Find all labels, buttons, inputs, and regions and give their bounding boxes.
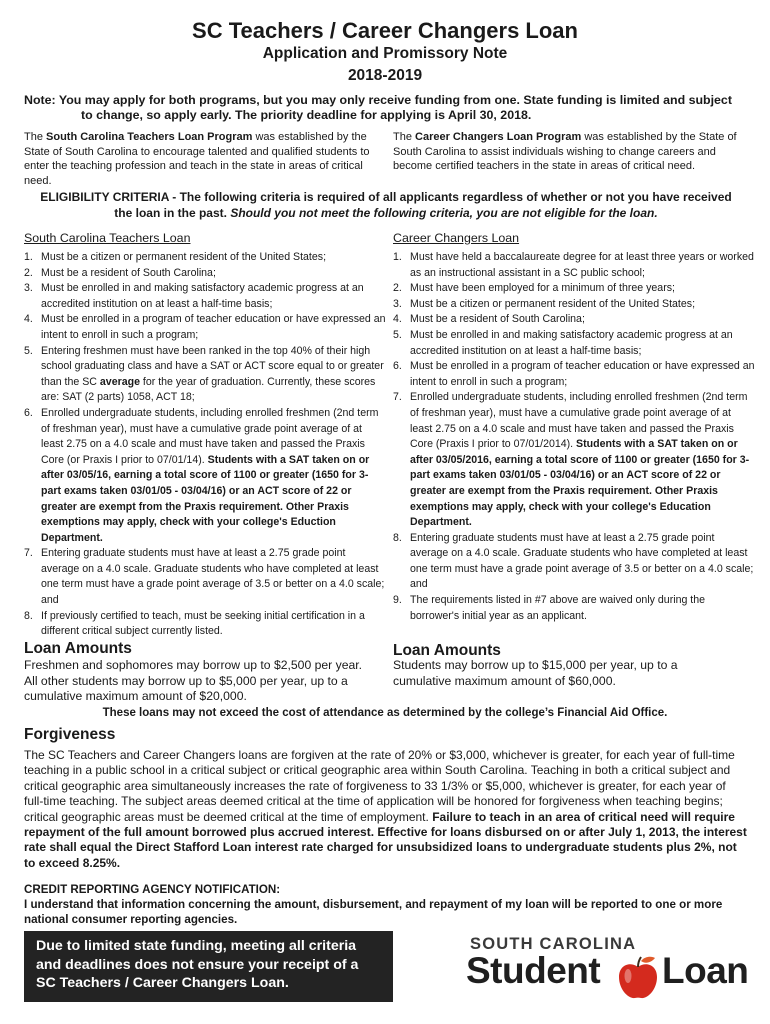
- list-item: 7. Enrolled undergraduate students, including enrolled freshmen (2nd term of freshman year), must have a cumulative grade point average of at least 2.75 on a 4.0 scale and must have taken and passed the Praxis Core (Praxis I prior to 07/01/2014). Students with a SAT taken on or after 03/05/2016, earning a total score of 1100 or greater (1650 for 3-part exams taken 03/01/05 - 03/04/16) or an ACT score of 22 or greater are exempt from the Praxis requirement. Other Praxis exemptions may apply, check with your college's Education Department.: [393, 391, 750, 529]
- list-item: 8. If previously certified to teach, must be seeking initial certification in a different critical subject currently listed.: [24, 609, 365, 638]
- sc-loan-amounts-text: Freshmen and sophomores may borrow up to $2,500 per year. All other students may borrow up to $5,000 per year, up to a cumulative maximum amount of $20,000.: [24, 658, 363, 703]
- logo-state: SOUTH CAROLINA: [470, 935, 637, 953]
- intro-career-changers: The Career Changers Loan Program was established by the State of South Carolina to assist individuals wishing to change careers and become certified teachers in the state in areas of critical need.: [393, 131, 737, 172]
- credit-heading: CREDIT REPORTING AGENCY NOTIFICATION:: [24, 883, 281, 896]
- list-item: 5. Must be enrolled in and making satisfactory academic progress at an accredited institution on at least a half-time basis;: [393, 328, 733, 357]
- program-name: South Carolina Teachers Loan Program: [46, 131, 253, 143]
- logo-student: Student: [466, 950, 601, 991]
- list-item: 7. Entering graduate students must have at least a 2.75 grade point average on a 4.0 scale. Graduate students who have completed at least one term must have a grade point average of 3.5 or better on a 4.0 scale; and: [24, 547, 385, 607]
- sc-loan-heading: South Carolina Teachers Loan: [24, 231, 191, 245]
- forgiveness-text: The SC Teachers and Career Changers loans are forgiven at the rate of 20% or $3,000, whichever is greater, for each year of full-time teaching in a public school in a critical subject or critical geographic area within South Carolina. Teaching in both a critical subject and critical geographic area simultaneously increases the rate of forgiveness to 33 1/3% or $5,000, whichever is greater, for each year of full-time teaching. The subject areas deemed critical at the time of application will be honored for forgiveness when teaching begins; critical geographic areas must be deemed critical at the time of employment. Failure to teach in an area of critical need will require repayment of the full amount borrowed plus accrued interest. Effective for loans disbursed on or after July 1, 2013, the interest rate shall equal the Direct Stafford Loan interest rate charged for unsubsidized loans to undergraduate students plus 2%, not to exceed 8.25%.: [24, 748, 747, 870]
- cc-loan-heading: Career Changers Loan: [393, 231, 520, 245]
- list-item: 5. Entering freshmen must have been ranked in the top 40% of their high school graduating class and have a SAT or ACT score equal to or greater than the SC average for the year of graduation. Currently, these scores are: SAT (2 parts) 1058, ACT 18;: [24, 344, 384, 404]
- note: [24, 93, 749, 122]
- list-item: 3. Must be enrolled in and making satisfactory academic progress at an accredited institution on at least a half-time basis;: [24, 282, 364, 310]
- list-item: 4. Must be enrolled in a program of teacher education or have expressed an intent to enroll in such a program;: [24, 313, 386, 341]
- funding-notice-box: Due to limited state funding, meeting all criteria and deadlines does not ensure your receipt of a SC Teachers / Career Changers Loan.: [24, 931, 393, 1002]
- list-item: 8. Entering graduate students must have at least a 2.75 grade point average on a 4.0 scale. Graduate students who have completed at least one term must have a grade point average of 3.5 or better on a 4.0 scale; and: [393, 531, 754, 591]
- list-item: 1. Must be a citizen or permanent resident of the United States;: [24, 251, 327, 263]
- list-item: 9. The requirements listed in #7 above are waived only during the borrower's initial year as an applicant.: [393, 594, 706, 622]
- credit-reporting-notice: [24, 882, 752, 927]
- note-line-1: Note: You may apply for both programs, but you may only receive funding from one. State funding is limited and subject: [24, 93, 732, 107]
- cc-loan-amounts-heading: Loan Amounts: [393, 642, 501, 659]
- list-item: 6. Enrolled undergraduate students, including enrolled freshmen (2nd term of freshman year), must have a cumulative grade point average of at least 2.75 on a 4.0 scale and must have taken and passed the Praxis Core (or Praxis I prior to 07/01/14). Students with a SAT taken on or after 03/05/16, earning a total score of 1100 or greater (1650 for 3-part exams taken 03/01/05 - 03/04/16) or an ACT score of 22 or greater are exempt from the Praxis requirement. Other Praxis exemptions may apply, check with your college's Eduction Department.: [24, 406, 379, 544]
- note-line-2: to change, so apply early. The priority deadline for applying is April 30, 2018.: [81, 107, 532, 122]
- apple-icon: [615, 955, 661, 1001]
- cc-loan-amounts-text: Students may borrow up to $15,000 per year, up to a cumulative maximum amount of $60,000.: [393, 658, 678, 688]
- sc-loan-criteria: [24, 250, 386, 640]
- list-item: 4. Must be a resident of South Carolina;: [393, 313, 585, 326]
- eligibility-criteria: ELIGIBILITY CRITERIA - The following criteria is required of all applicants regardless of whether or not you have received the loan in the past. Should you not meet the following criteria, you are not eligible for the loan.: [40, 190, 732, 220]
- forgiveness-heading: Forgiveness: [24, 726, 116, 743]
- cc-loan-criteria: [393, 250, 755, 624]
- logo-loan: Loan: [662, 950, 749, 991]
- list-item: 2. Must have been employed for a minimum of three years;: [393, 282, 675, 295]
- sc-loan-amounts-heading: Loan Amounts: [24, 640, 132, 657]
- list-item: 6. Must be enrolled in a program of teacher education or have expressed an intent to enroll in such a program;: [393, 360, 755, 388]
- page-title: SC Teachers / Career Changers Loan: [192, 18, 578, 43]
- program-name: Career Changers Loan Program: [415, 131, 582, 143]
- page-subtitle: Application and Promissory Note: [262, 45, 508, 62]
- credit-text: I understand that information concerning the amount, disbursement, and repayment of my loan will be reported to one or more national consumer reporting agencies.: [24, 898, 723, 926]
- list-item: 2. Must be a resident of South Carolina;: [24, 266, 216, 279]
- cost-of-attendance-cap: These loans may not exceed the cost of attendance as determined by the college’s Financial Aid Office.: [102, 707, 668, 719]
- list-item: 3. Must be a citizen or permanent resident of the United States;: [393, 297, 696, 310]
- page-year: 2018-2019: [347, 67, 423, 84]
- list-item: 1. Must have held a baccalaureate degree for at least three years or worked as an instructional assistant in a SC public school;: [393, 251, 754, 279]
- intro-sc-teachers: The South Carolina Teachers Loan Program was established by the State of South Carolina to encourage talented and qualified students to enter the teaching profession and teach in the state in areas of critical need.: [24, 131, 370, 187]
